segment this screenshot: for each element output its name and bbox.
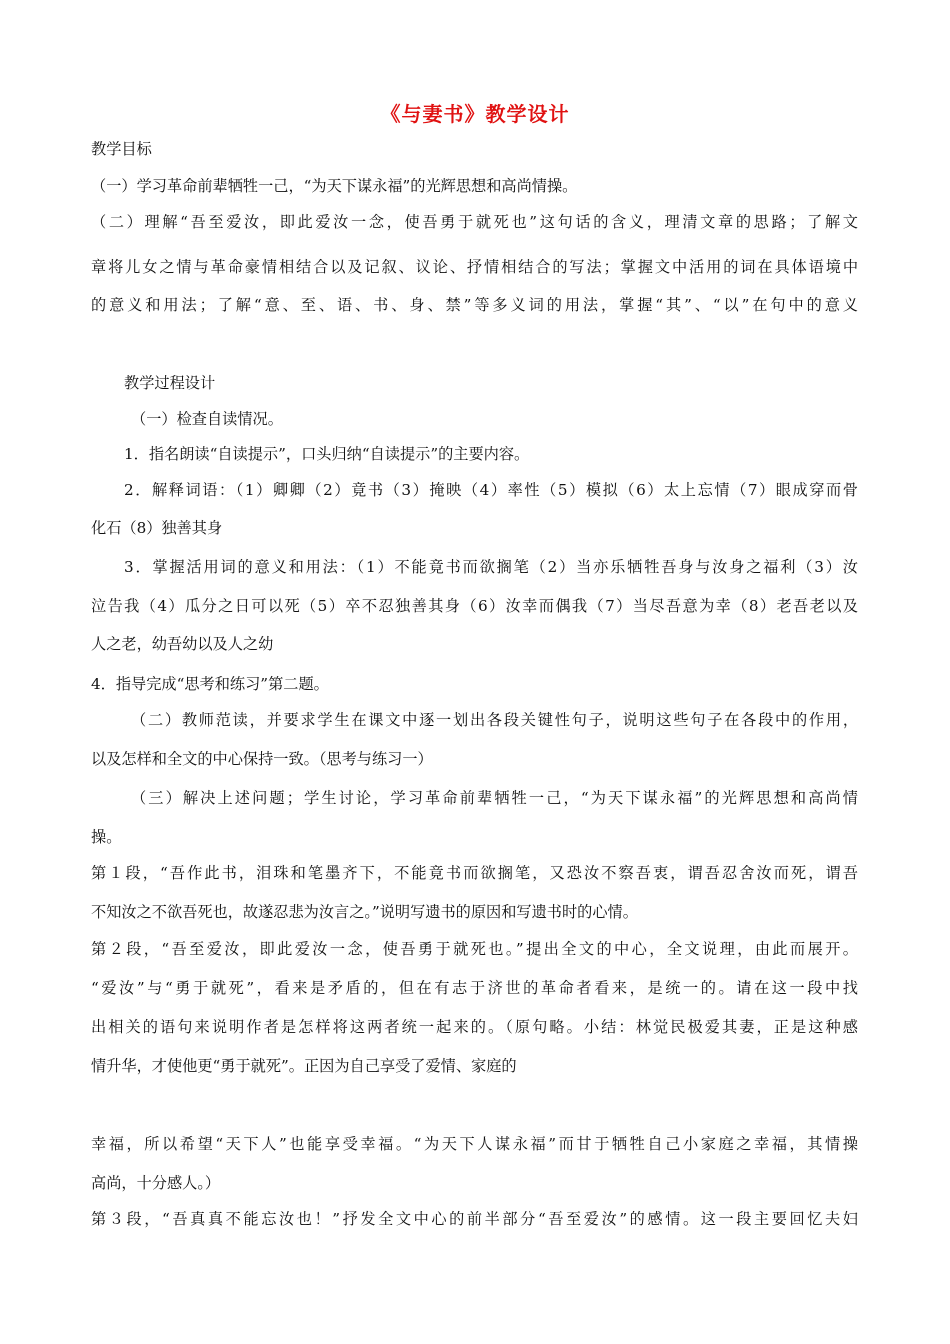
- paragraph-line: （一）检查自读情况。: [131, 410, 283, 428]
- paragraph-line: 第１段，“吾作此书，泪珠和笔墨齐下，不能竟书而欲搁笔，又恐汝不察吾衷，谓吾忍舍汝而死，谓吾: [91, 864, 858, 882]
- paragraph-line: （一）学习革命前辈牺牲一己，“为天下谋永福”的光辉思想和高尚情操。: [91, 177, 578, 195]
- paragraph-line: 情升华，才使他更“勇于就死”。正因为自己享受了爱情、家庭的: [91, 1057, 517, 1075]
- paragraph-line: 泣告我（4）瓜分之日可以死（5）卒不忍独善其身（6）汝幸而偶我（7）当尽吾意为幸（8）老吾老以及: [91, 597, 858, 615]
- paragraph-line: 第２段，“吾至爱汝，即此爱汝一念，使吾勇于就死也。”提出全文的中心，全文说理，由此而展开。: [91, 940, 858, 958]
- paragraph-line: 第３段，“吾真真不能忘汝也！”抒发全文中心的前半部分“吾至爱汝”的感情。这一段主要回忆夫妇: [91, 1210, 858, 1228]
- paragraph-line: 不知汝之不欲吾死也，故遂忍悲为汝言之。”说明写遗书的原因和写遗书时的心情。: [91, 903, 638, 921]
- paragraph-line: （二）理解“吾至爱汝，即此爱汝一念，使吾勇于就死也”这句话的含义，理清文章的思路；了解文: [91, 213, 858, 231]
- paragraph-line: 3．掌握活用词的意义和用法：（1）不能竟书而欲搁笔（2）当亦乐牺牲吾身与汝身之福利（3）汝: [124, 558, 858, 576]
- paragraph-line: 2．解释词语：（1）卿卿（2）竟书（3）掩映（4）率性（5）模拟（6）太上忘情（7）眼成穿而骨: [124, 481, 858, 499]
- paragraph-line: 人之老，幼吾幼以及人之幼: [91, 635, 274, 653]
- paragraph-line: “爱汝”与“勇于就死”，看来是矛盾的，但在有志于济世的革命者看来，是统一的。请在这一段中找: [91, 979, 858, 997]
- paragraph-line: 的意义和用法；了解“意、至、语、书、身、禁”等多义词的用法，掌握“其”、“以”在句中的意义: [91, 296, 858, 314]
- paragraph-line: 出相关的语句来说明作者是怎样将这两者统一起来的。（原句略。小结：林觉民极爱其妻，正是这种感: [91, 1018, 858, 1036]
- paragraph-line: 以及怎样和全文的中心保持一致。（思考与练习一）: [91, 750, 433, 768]
- paragraph-line: 4．指导完成“思考和练习”第二题。: [91, 675, 329, 693]
- document-title: 《与妻书》教学设计: [380, 102, 570, 126]
- paragraph-line: 操。: [91, 828, 122, 846]
- paragraph-line: 1．指名朗读“自读提示”，口头归纳“自读提示”的主要内容。: [124, 445, 530, 463]
- paragraph-line: （三）解决上述问题；学生讨论，学习革命前辈牺牲一己，“为天下谋永福”的光辉思想和高尚情: [131, 789, 858, 807]
- paragraph-line: 幸福，所以希望“天下人”也能享受幸福。“为天下人谋永福”而甘于牺牲自己小家庭之幸福，其情操: [91, 1135, 858, 1153]
- section-heading-objectives: 教学目标: [91, 140, 152, 158]
- paragraph-line: 章将儿女之情与革命豪情相结合以及记叙、议论、抒情相结合的写法；掌握文中活用的词在具体语境中: [91, 258, 858, 276]
- section-heading-process: 教学过程设计: [124, 374, 216, 392]
- paragraph-line: 高尚，十分感人。）: [91, 1174, 221, 1192]
- paragraph-line: （二）教师范读，并要求学生在课文中逐一划出各段关键性句子，说明这些句子在各段中的作用，: [131, 711, 858, 729]
- paragraph-line: 化石（8）独善其身: [91, 519, 223, 537]
